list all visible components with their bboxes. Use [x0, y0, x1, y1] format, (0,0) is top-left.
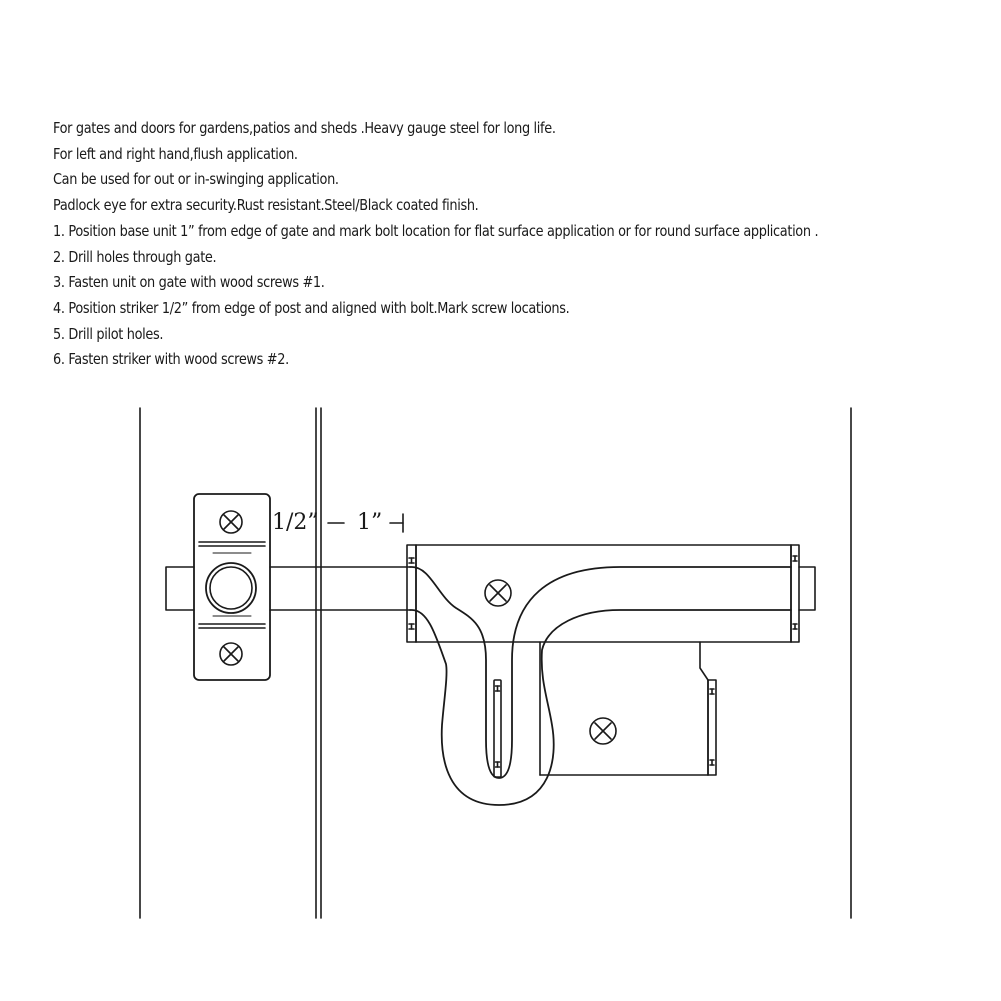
dimension-label-one-inch: 1”: [357, 510, 383, 535]
instruction-step: 4. Position striker 1/2” from edge of post and aligned with bolt.Mark screw locations.: [53, 298, 570, 317]
bolt-handle: [410, 567, 791, 805]
striker-bolt-hole: [206, 563, 256, 613]
handle-guide: [494, 680, 501, 777]
bolt-end: [799, 567, 815, 610]
dimension-label-half-inch: 1/2”: [272, 510, 319, 535]
screw-icon: [485, 580, 511, 606]
screw-icon: [590, 718, 616, 744]
bolt-rod: [166, 567, 410, 610]
instruction-step: 3. Fasten unit on gate with wood screws #1.: [53, 273, 325, 292]
instruction-line: For left and right hand,flush application.: [53, 144, 298, 163]
instruction-line: Can be used for out or in-swinging application.: [53, 170, 339, 189]
screw-icon: [220, 643, 242, 665]
instruction-line: For gates and doors for gardens,patios and sheds .Heavy gauge steel for long life.: [53, 119, 556, 137]
instruction-step: 2. Drill holes through gate.: [53, 247, 217, 266]
instruction-step: 6. Fasten striker with wood screws #2.: [53, 350, 289, 369]
housing-flange-left: [407, 545, 416, 642]
instruction-line: Padlock eye for extra security.Rust resistant.Steel/Black coated finish.: [53, 196, 479, 215]
screw-icon: [220, 511, 242, 533]
bolt-housing: [416, 545, 791, 642]
instruction-step: 1. Position base unit 1” from edge of gate and mark bolt location for flat surface application or for round surface application .: [53, 221, 819, 240]
housing-flange-right: [791, 545, 799, 642]
base-plate: [540, 642, 716, 775]
instruction-step: 5. Drill pilot holes.: [53, 324, 164, 343]
